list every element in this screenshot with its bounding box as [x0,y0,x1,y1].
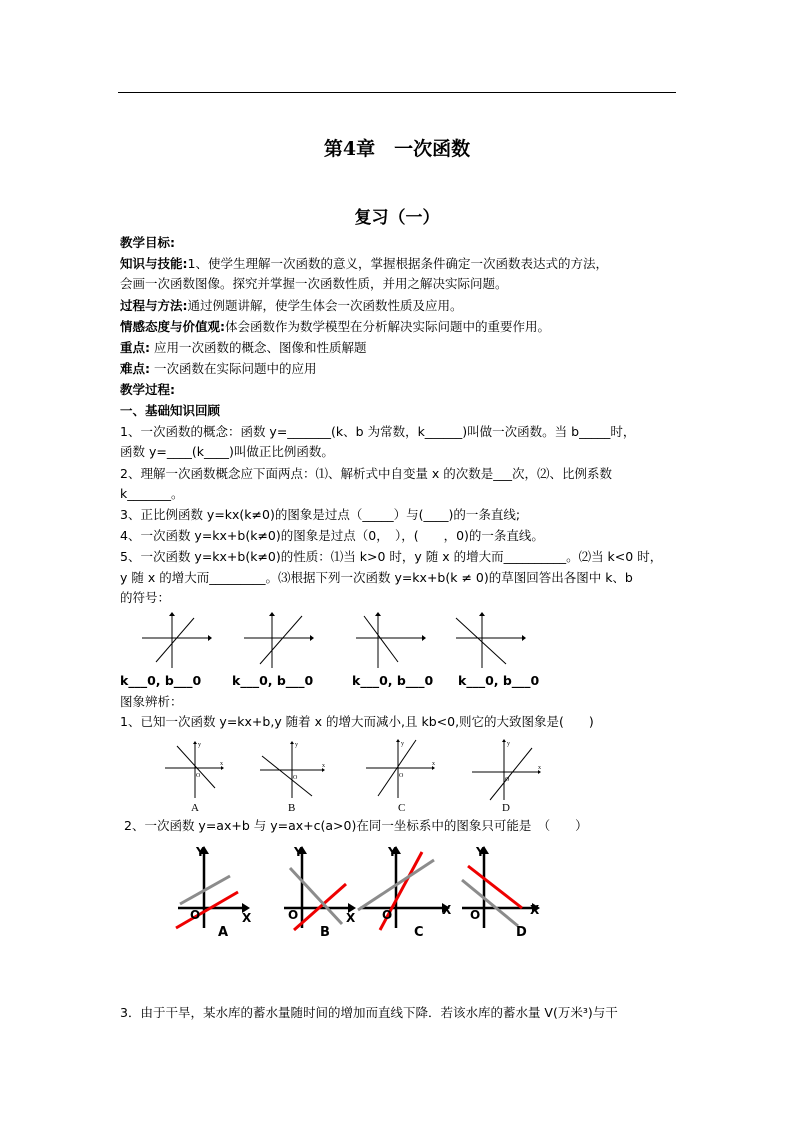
origin-label: O [190,908,201,922]
axis-y-label: Y [294,845,303,859]
e2-option-a: A [218,925,229,940]
origin-label: O [382,908,393,922]
question-3: 3、正比例函数 y=kx(k≠0)的图象是过点（_____）与(____)的一条直线; [120,507,521,522]
sign-label-2: k___0, b___0 [232,673,314,688]
sketch-3 [352,612,424,670]
goals-heading: 教学目标: [120,235,175,250]
question-1b: 函数 y=____(k____)叫做正比例函数。 [120,444,334,459]
e2-option-d: D [516,925,527,940]
axis-y-label: Y [388,845,397,859]
origin-label: O [196,773,201,779]
e1-option-b: B [288,802,296,814]
sign-label-4: k___0, b___0 [458,673,540,688]
sketch-4 [452,612,524,670]
attitude-line: 情感态度与价值观:体会函数作为数学模型在分析解决实际问题中的重要作用。 [120,319,551,334]
exercise-2-graph-d [460,844,550,940]
axis-y-label: y [401,741,404,747]
sign-label-3: k___0, b___0 [352,673,434,688]
axis-y-label: Y [196,845,205,859]
origin-label: O [288,908,299,922]
axis-x-label: x [432,761,435,767]
exercise-1: 1、已知一次函数 y=kx+b,y 随着 x 的增大而减小,且 kb<0,则它的大致图象是( ) [120,714,594,729]
e1-option-d: D [502,802,510,814]
origin-label: O [293,775,298,781]
e2-option-c: C [414,925,424,940]
question-3-text: 3．由于干旱，某水库的蓄水量随时间的增加而直线下降．若该水库的蓄水量 V(万米³)与干 [120,1005,618,1020]
knowledge-line-2: 会画一次函数图像。探究并掌握一次函数性质，并用之解决实际问题。 [120,276,508,291]
lesson-title: 复习（一） [354,208,440,228]
question-2b: k_______。 [120,486,184,501]
question-4: 4、一次函数 y=kx+b(k≠0)的图象是过点（0， ），( ，0)的一条直线。 [120,528,544,543]
sketch-1 [138,612,210,670]
exercise-1-graph-b [260,738,330,800]
axis-y-label: y [507,741,510,747]
e1-option-a: A [191,802,199,814]
section-1-heading: 一、基础知识回顾 [120,403,221,418]
exercise-2-graph-c [358,844,458,940]
question-5b: y 随 x 的增大而_________。⑶根据下列一次函数 y=kx+b(k ≠ 0)的草图回答出各图中 k、b [120,570,633,585]
process-line: 过程与方法:通过例题讲解，使学生体会一次函数性质及应用。 [120,298,463,313]
question-2a: 2、理解一次函数概念应下面两点：⑴、解析式中自变量 x 的次数是___次，⑵、比例系数 [120,466,613,481]
axis-y-label: Y [476,845,485,859]
top-rule [118,92,676,93]
knowledge-line: 知识与技能:1、使学生理解一次函数的意义，掌握根据条件确定一次函数表达式的方法， [120,256,608,271]
exercise-1-graph-d [472,738,544,800]
question-5c: 的符号： [120,590,171,605]
sketch-2 [240,612,312,670]
process-heading: 教学过程: [120,382,175,397]
question-1a: 1、一次函数的概念：函数 y=_______(k、b 为常数，k______)叫做一次函数。当 b_____时， [120,424,636,439]
key-point-line: 重点: 应用一次函数的概念、图像和性质解题 [120,340,367,355]
axis-x-label: x [322,763,325,769]
exercise-1-graph-a [165,738,225,800]
axis-x-label: x [220,761,223,767]
exercise-2-graph-b [276,844,366,940]
difficulty-line: 难点: 一次函数在实际问题中的应用 [120,361,317,376]
origin-label: O [470,908,481,922]
chapter-title: 第4章 一次函数 [323,138,471,160]
e2-option-b: B [320,925,330,940]
axis-x-label: X [442,903,452,917]
origin-label: O [399,773,404,779]
axis-y-label: y [295,742,298,748]
exercise-2-graph-a [170,844,260,940]
axis-x-label: x [538,765,541,771]
exercise-1-graph-c [366,738,438,800]
origin-label: O [505,777,510,783]
question-5a: 5、一次函数 y=kx+b(k≠0)的性质：⑴当 k>0 时，y 随 x 的增大而__________。⑵当 k<0 时， [120,549,663,564]
e1-option-c: C [398,802,406,814]
axis-x-label: X [346,911,356,925]
axis-y-label: y [198,742,201,748]
sign-label-1: k___0, b___0 [120,673,202,688]
axis-x-label: X [242,911,252,925]
axis-x-label: X [530,903,540,917]
analysis-heading: 图象辨析： [120,694,183,709]
exercise-2: 2、一次函数 y=ax+b 与 y=ax+c(a>0)在同一坐标系中的图象只可能是 （ ） [124,818,588,833]
